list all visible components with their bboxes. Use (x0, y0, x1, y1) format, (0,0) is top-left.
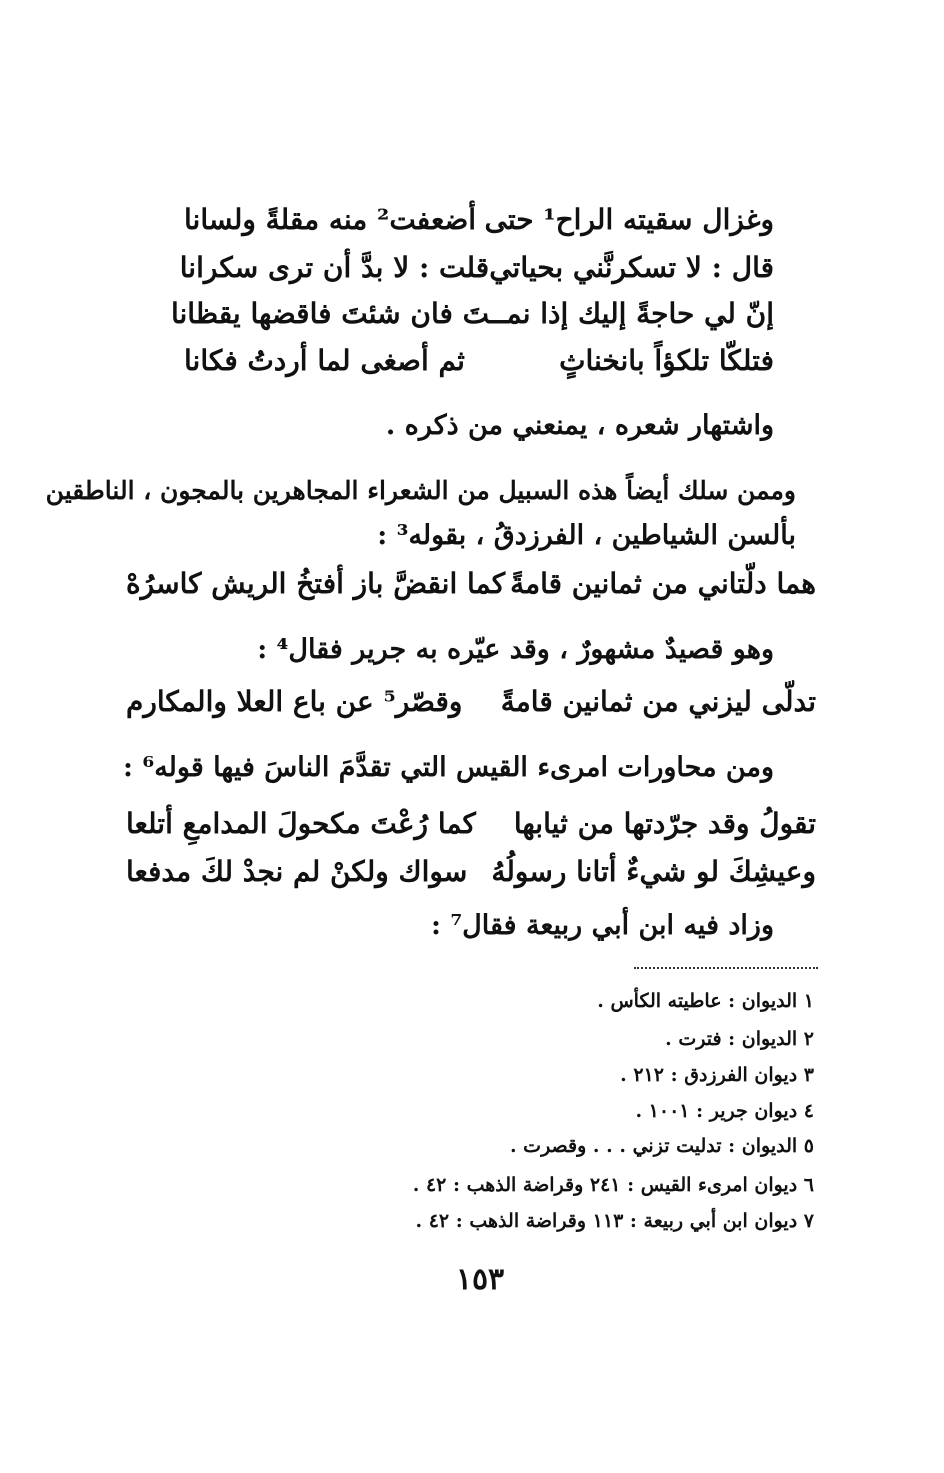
verse-hemistich-first: فتلكّا تلكؤاً بانخناثٍ (559, 344, 774, 377)
prose-line: وزاد فيه ابن أبي ربيعة فقال⁷ : (430, 910, 774, 941)
footnote: ٤ ديوان جرير : ١٠٠١ . (635, 1100, 814, 1122)
prose-line: واشتهار شعره ، يمنعني من ذكره . (385, 410, 774, 441)
footnote-separator (634, 967, 818, 969)
prose-line: وهو قصيدٌ مشهورٌ ، وقد عيّره به جرير فقال⁴ : (257, 634, 774, 665)
verse-hemistich-first: هما دلّتاني من ثمانين قامةً (510, 567, 816, 600)
verse-hemistich-first: وعيشِكَ لو شيءٌ أتانا رسولُهُ (491, 855, 816, 888)
prose-line: بألسن الشياطين ، الفرزدقُ ، بقوله³ : (377, 520, 796, 551)
verse-hemistich-second: كما انقضَّ باز أفتخُ الريش كاسرُهْ (126, 567, 506, 600)
footnote: ٧ ديوان ابن أبي ربيعة : ١١٣ وقراضة الذهب : ٤٢ . (415, 1210, 814, 1232)
verse-hemistich-first: قال : لا تسكرنَّني بحياتي (489, 251, 774, 284)
verse-hemistich-first: تقولُ وقد جرّدتها من ثيابها (513, 807, 816, 840)
verse-hemistich-second: أضعفت² منه مقلةً ولسانا (184, 203, 477, 236)
verse-hemistich-second: سواك ولكنْ لم نجدْ لكَ مدفعا (126, 855, 468, 888)
verse-hemistich-second: ـتَ فان شئتَ فاقضها يقظانا (170, 297, 499, 330)
page-number: ١٥٣ (455, 1262, 505, 1297)
verse-line (179, 251, 774, 284)
verse-hemistich-first: إنّ لي حاجةً إليك إذا نمـ (498, 297, 774, 330)
verse-line (126, 855, 816, 888)
verse-line (126, 807, 816, 840)
footnote: ٦ ديوان امرىء القيس : ٢٤١ وقراضة الذهب : ٤٢ . (412, 1174, 814, 1196)
verse-hemistich-second: كما رُعْتَ مكحولَ المدامعِ أتلعا (126, 807, 476, 840)
footnote: ٢ الديوان : فترت . (665, 1028, 814, 1050)
verse-hemistich-second: ثم أصغى لما أردتُ فكانا (184, 344, 465, 377)
footnote: ٣ ديوان الفرزدق : ٢١٢ . (620, 1064, 814, 1086)
prose-line: وممن سلك أيضاً هذه السبيل من الشعراء المجاهرين بالمجون ، الناطقين (45, 476, 796, 505)
prose-line: ومن محاورات امرىء القيس التي تقدَّمَ الناسَ فيها قوله⁶ : (122, 752, 774, 783)
verse-hemistich-first: تدلّى ليزني من ثمانين قامةً (500, 685, 816, 718)
verse-line (126, 567, 816, 600)
footnote: ١ الديوان : عاطيته الكأس . (597, 990, 814, 1012)
verse-hemistich-first: وغزال سقيته الراح¹ حتى (484, 203, 774, 236)
verse-line (184, 344, 774, 377)
verse-line (184, 203, 774, 236)
verse-hemistich-second: قلت : لا بدَّ أن ترى سكرانا (179, 251, 490, 284)
verse-hemistich-second: وقصّر⁵ عن باع العلا والمكارم (126, 685, 463, 718)
footnote: ٥ الديوان : تدليت تزني . . . وقصرت . (509, 1135, 814, 1157)
verse-line (170, 297, 774, 330)
verse-line (126, 685, 816, 718)
